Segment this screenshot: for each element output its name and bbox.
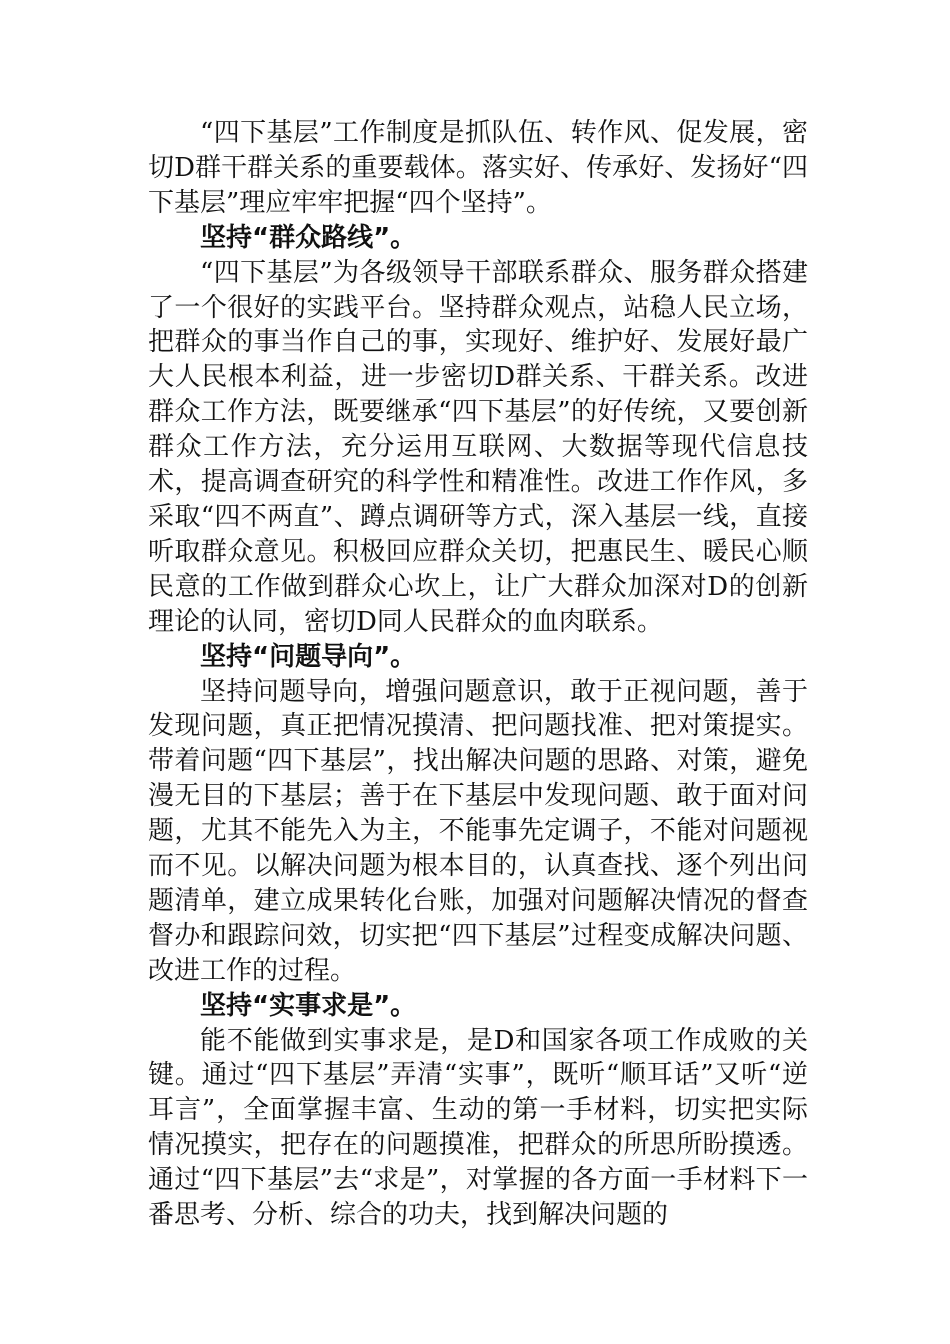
section-paragraph-seek-truth: 能不能做到实事求是，是D和国家各项工作成败的关键。通过“四下基层”弄清“实事”，既听“顺耳话”又听“逆耳言”，全面掌握丰富、生动的第一手材料，切实把实际情况摸实，把存在的问题摸准，把群众的所思所盼摸透。通过“四下基层”去“求是”，对掌握的各方面一手材料下一番思考、分析、综合的功夫，找到解决问题的 <box>148 1025 808 1231</box>
document-body <box>148 116 808 1233</box>
section-heading-mass-line: 坚持“群众路线”。 <box>200 222 417 253</box>
section-heading-problem-oriented: 坚持“问题导向”。 <box>200 641 417 672</box>
section-heading-seek-truth: 坚持“实事求是”。 <box>200 990 417 1021</box>
section-paragraph-mass-line: “四下基层”为各级领导干部联系群众、服务群众搭建了一个很好的实践平台。坚持群众观点，站稳人民立场，把群众的事当作自己的事，实现好、维护好、发展好最广大人民根本利益，进一步密切D群关系、干群关系。改进群众工作方法，既要继承“四下基层”的好传统，又要创新群众工作方法，充分运用互联网、大数据等现代信息技术，提高调查研究的科学性和精准性。改进工作作风，多采取“四不两直”、蹲点调研等方式，深入基层一线，直接听取群众意见。积极回应群众关切，把惠民生、暖民心顺民意的工作做到群众心坎上，让广大群众加深对D的创新理论的认同，密切D同人民群众的血肉联系。 <box>148 257 808 637</box>
intro-paragraph: “四下基层”工作制度是抓队伍、转作风、促发展，密切D群干群关系的重要载体。落实好、传承好、发扬好“四下基层”理应牢牢把握“四个坚持”。 <box>148 118 808 218</box>
section-paragraph-problem-oriented: 坚持问题导向，增强问题意识，敢于正视问题，善于发现问题，真正把情况摸清、把问题找准、把对策提实。带着问题“四下基层”，找出解决问题的思路、对策，避免漫无目的下基层；善于在下基层中发现问题、敢于面对问题，尤其不能先入为主，不能事先定调子，不能对问题视而不见。以解决问题为根本目的，认真查找、逐个列出问题清单，建立成果转化台账，加强对问题解决情况的督查督办和跟踪问效，切实把“四下基层”过程变成解决问题、改进工作的过程。 <box>148 676 808 986</box>
